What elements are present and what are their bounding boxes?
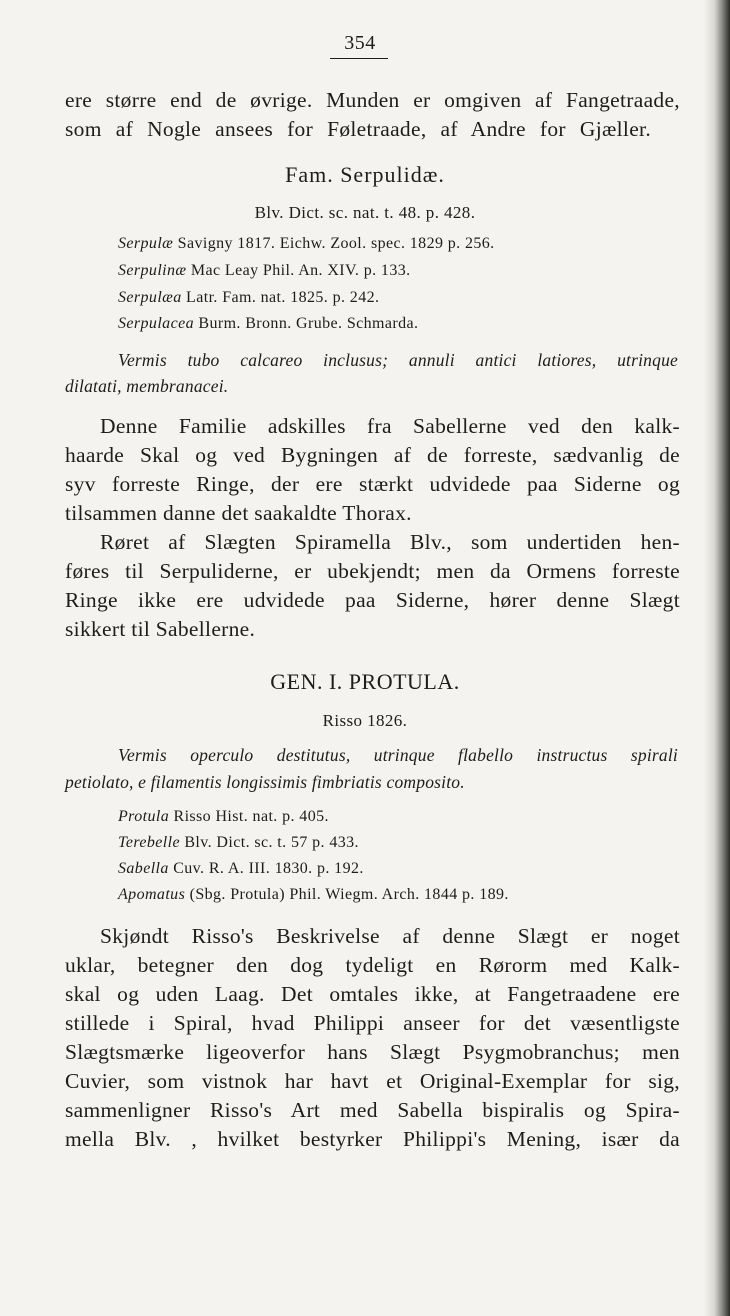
page-number-rule (330, 58, 388, 59)
synonym-citation: Latr. Fam. nat. 1825. p. 242. (186, 289, 380, 306)
para3-line-3: Ringe ikke ere udvidede paa Siderne, hører denne Slægt (65, 588, 680, 612)
genus-synonym-row (118, 860, 364, 878)
synonym-name: Serpulæa (118, 289, 187, 306)
family-heading: Fam. Serpulidæ. (285, 162, 445, 187)
para4-line-3: skal og uden Laag. Det omtales ikke, at Fangetraadene ere (65, 982, 680, 1006)
para4-line-2: uklar, betegner den dog tydeligt en Rørorm med Kalk- (65, 953, 680, 977)
synonym-citation: Blv. Dict. sc. t. 57 p. 433. (184, 834, 359, 851)
genus-synonym-row (118, 886, 509, 904)
synonym-name: Terebelle (118, 834, 185, 851)
para1-line-2: som af Nogle ansees for Føletraade, af Andre for Gjæller. (65, 117, 651, 141)
page-binding-edge (704, 0, 730, 1316)
para4-line-4: stillede i Spiral, hvad Philippi anseer for det væsentligste (65, 1011, 680, 1035)
family-synonym-row (118, 235, 495, 253)
para2-line-1: Denne Familie adskilles fra Sabellerne ved den kalk- (100, 414, 680, 438)
synonym-name: Apomatus (118, 886, 190, 903)
synonym-name: Serpulæ (118, 235, 178, 252)
para4-line-8: mella Blv. , hvilket bestyrker Philippi's Mening, især da (65, 1127, 680, 1151)
genus-synonym-row (118, 808, 329, 826)
family-reference: Blv. Dict. sc. nat. t. 48. p. 428. (254, 203, 476, 222)
para4-line-7: sammenligner Risso's Art med Sabella bispiralis og Spira- (65, 1098, 680, 1122)
synonym-citation: Cuv. R. A. III. 1830. p. 192. (173, 860, 364, 877)
synonym-name: Serpulacea (118, 315, 199, 332)
para2-line-2: haarde Skal og ved Bygningen af de forreste, sædvanlig de (65, 443, 680, 467)
genus-diagnosis-line-1: Vermis operculo destitutus, utrinque flabello instructus spirali (118, 745, 678, 765)
para1-line-1: ere større end de øvrige. Munden er omgiven af Fangetraade, (65, 88, 680, 112)
family-synonym-row (118, 262, 411, 280)
synonym-citation: (Sbg. Protula) Phil. Wiegm. Arch. 1844 p. 189. (189, 886, 509, 903)
family-diagnosis-line-2: dilatati, membranacei. (65, 376, 229, 396)
synonym-citation: Mac Leay Phil. An. XIV. p. 133. (190, 262, 411, 279)
para2-line-4: tilsammen danne det saakaldte Thorax. (65, 501, 412, 525)
para2-line-3: syv forreste Ringe, der ere stærkt udvidede paa Siderne og (65, 472, 680, 496)
family-synonym-row (118, 315, 418, 333)
genus-author: Risso 1826. (322, 711, 408, 730)
synonym-name: Sabella (118, 860, 174, 877)
synonym-citation: Risso Hist. nat. p. 405. (173, 808, 329, 825)
genus-diagnosis-line-2: petiolato, e filamentis longissimis fimbriatis composito. (65, 772, 465, 792)
para4-line-6: Cuvier, som vistnok har havt et Original-Exemplar for sig, (65, 1069, 680, 1093)
para3-line-4: sikkert til Sabellerne. (65, 617, 256, 641)
synonym-citation: Burm. Bronn. Grube. Schmarda. (198, 315, 419, 332)
genus-synonym-row (118, 834, 359, 852)
synonym-name: Serpulinæ (118, 262, 191, 279)
para4-line-1: Skjøndt Risso's Beskrivelse af denne Slægt er noget (100, 924, 680, 948)
family-synonym-row (118, 289, 379, 307)
family-diagnosis-line-1: Vermis tubo calcareo inclusus; annuli antici latiores, utrinque (118, 350, 678, 370)
genus-heading: GEN. I. PROTULA. (270, 669, 460, 694)
synonym-name: Protula (118, 808, 174, 825)
para3-line-1: Røret af Slægten Spiramella Blv., som undertiden hen- (100, 530, 680, 554)
synonym-citation: Savigny 1817. Eichw. Zool. spec. 1829 p. 256. (177, 235, 495, 252)
para4-line-5: Slægtsmærke ligeoverfor hans Slægt Psygmobranchus; men (65, 1040, 680, 1064)
page-number: 354 (344, 32, 376, 54)
para3-line-2: føres til Serpuliderne, er ubekjendt; men da Ormens forreste (65, 559, 680, 583)
